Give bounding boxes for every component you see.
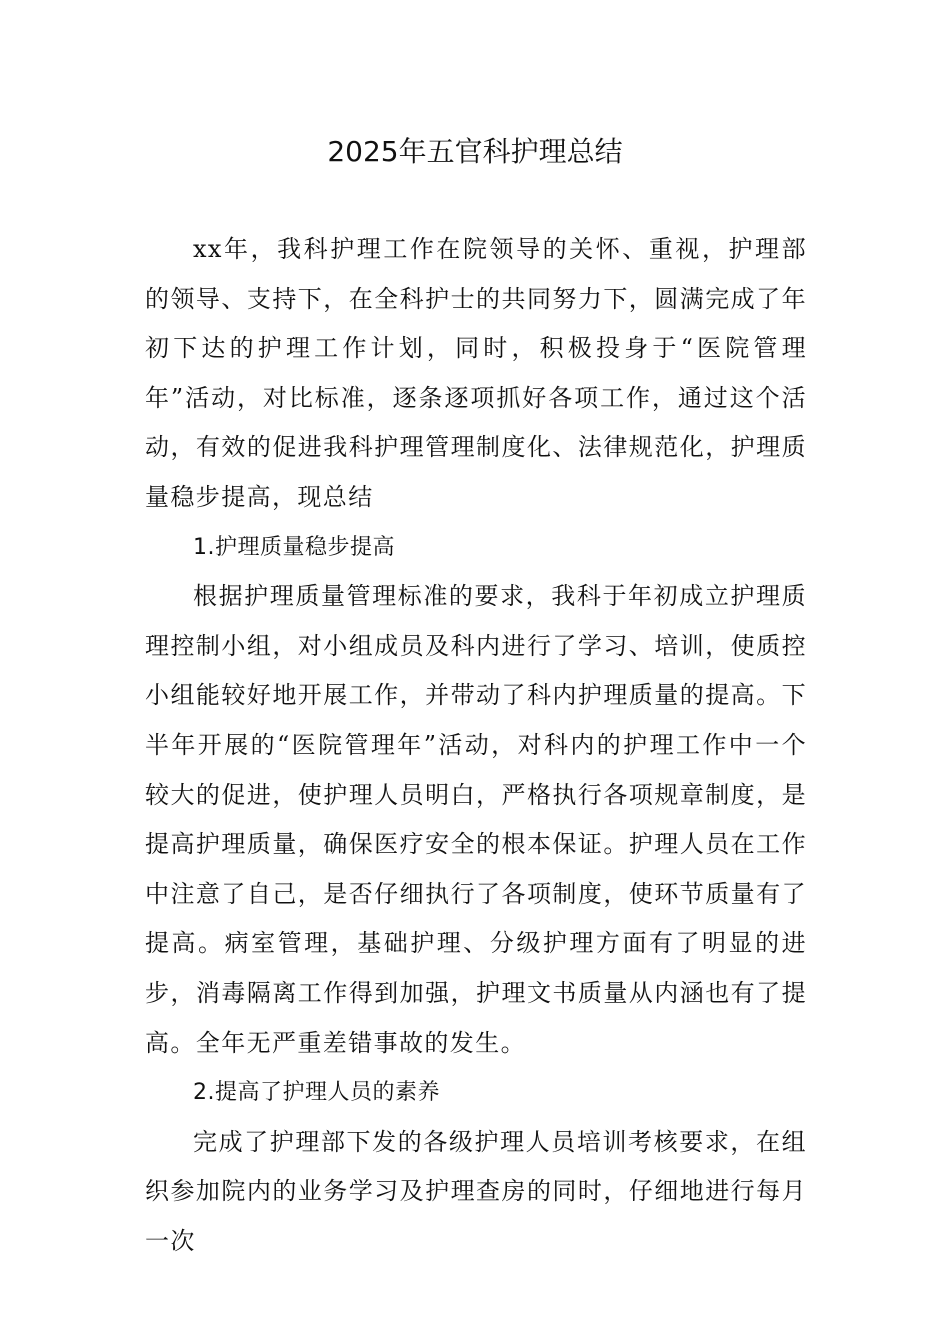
document-title: 2025年五官科护理总结 — [327, 135, 623, 168]
intro-paragraph: xx年，我科护理工作在院领导的关怀、重视，护理部的领导、支持下，在全科护士的共同努力下，圆满完成了年初下达的护理工作计划，同时，积极投身于“医院管理年”活动，对比标准，逐条逐项抓好各项工作，通过这个活动，有效的促进我科护理管理制度化、法律规范化，护理质量稳步提高，现总结 — [145, 235, 807, 511]
section-paragraph-2: 完成了护理部下发的各级护理人员培训考核要求，在组织参加院内的业务学习及护理查房的同时，仔细地进行每月一次 — [145, 1127, 807, 1255]
document-body — [145, 225, 807, 1266]
section-heading-2: 2.提高了护理人员的素养 — [193, 1080, 440, 1106]
section-paragraph-1: 根据护理质量管理标准的要求，我科于年初成立护理质理控制小组，对小组成员及科内进行了学习、培训，使质控小组能较好地开展工作，并带动了科内护理质量的提高。下半年开展的“医院管理年”活动，对科内的护理工作中一个较大的促进，使护理人员明白，严格执行各项规章制度，是提高护理质量，确保医疗安全的根本保证。护理人员在工作中注意了自己，是否仔细执行了各项制度，使环节质量有了提高。病室管理，基础护理、分级护理方面有了明显的进步，消毒隔离工作得到加强，护理文书质量从内涵也有了提高。全年无严重差错事故的发生。 — [145, 582, 807, 1057]
section-heading-1: 1.护理质量稳步提高 — [193, 534, 395, 560]
